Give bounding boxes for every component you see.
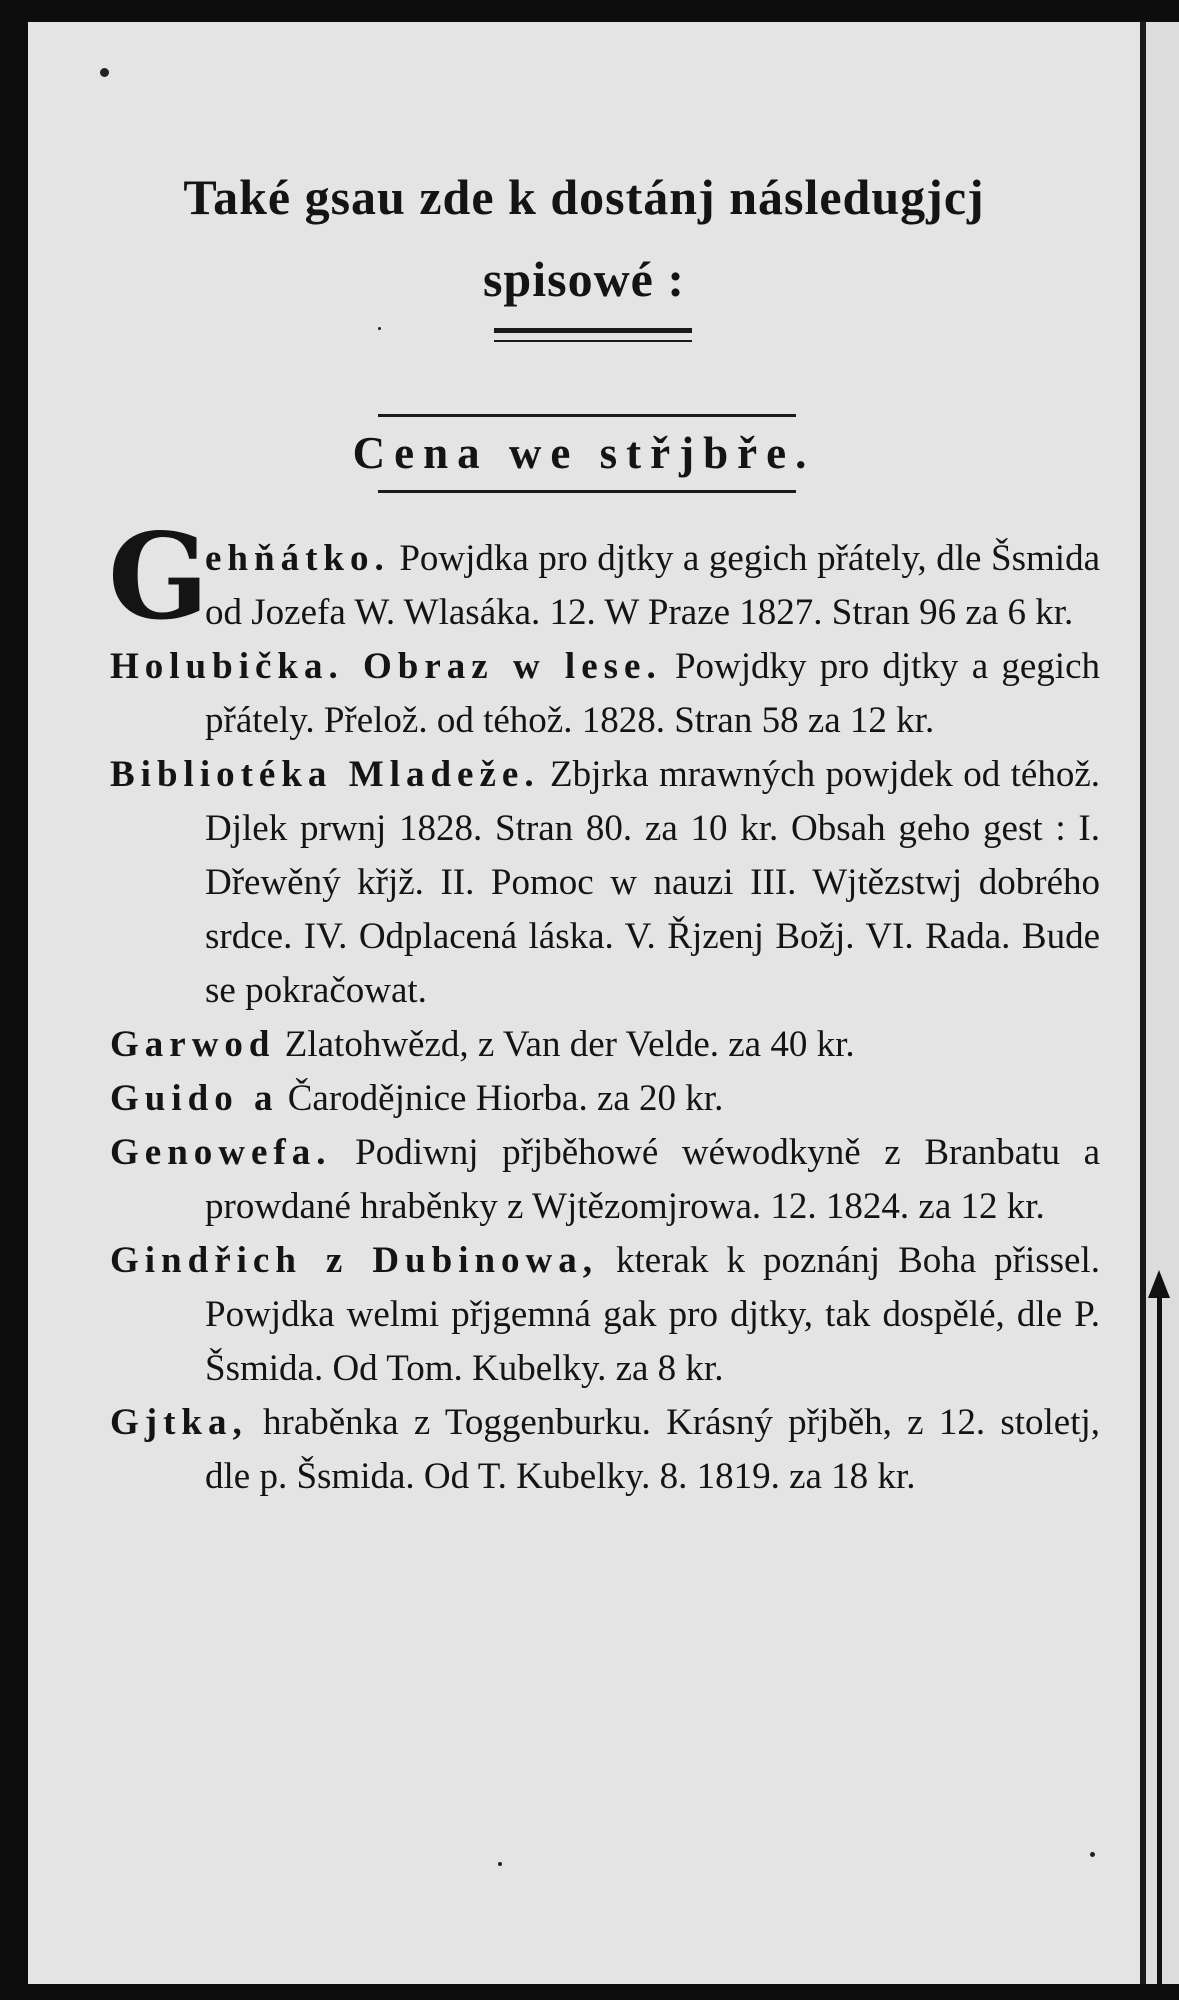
section-rule-bottom (378, 490, 796, 493)
entry-title: Genowefa. (110, 1132, 332, 1173)
catalog-entry (110, 640, 1100, 748)
entry-description: Zbjrka mrawných powjdek od téhož. Djlek prwnj 1828. Stran 80. za 10 kr. Obsah geho gest : I. Dřewěný křjž. II. Pomoc w nauzi III. Wjtězstwj dobrého srdce. IV. Odplacená láska. V. Řjzenj Božj. VI. Rada. Bude se pokračowat. (205, 754, 1101, 1011)
catalog-entries (108, 507, 1101, 1504)
ink-speck (378, 327, 381, 330)
heading-line-2: spisowé : (482, 251, 686, 307)
entry-description: Powjdky pro djtky a gegich přátely. Přelož. od téhož. 1828. Stran 58 za 12 kr. (205, 646, 1100, 741)
entry-description: hraběnka z Toggenburku. Krásný přjběh, z 12. stoletj, dle p. Šsmida. Od T. Kubelky. 8. 1819. za 18 kr. (205, 1402, 1101, 1497)
entry-title: Gjtka, (110, 1402, 248, 1443)
adjacent-page-strip (1146, 22, 1179, 1984)
catalog-entry (110, 1072, 1100, 1126)
catalog-entry (110, 748, 1100, 1018)
entry-title: Holubička. Obraz w lese. (110, 646, 662, 687)
ink-speck (1090, 1852, 1095, 1857)
entry-description: Podiwnj přjběhowé wéwodkyně z Branbatu a prowdané hraběnky z Wjtězomjrowa. 12. 1824. za 12 kr. (205, 1132, 1101, 1227)
entry-title: Guido a (110, 1078, 279, 1119)
double-rule-top (494, 328, 692, 333)
entry-title: Garwod (110, 1024, 276, 1065)
section-title: Cena we střjbře. (352, 428, 816, 478)
catalog-entry (108, 507, 1100, 646)
ink-speck (100, 68, 109, 77)
page (28, 22, 1140, 1984)
entry-title: Bibliotéka Mladeže. (110, 754, 540, 795)
entry-description: Zlatohwězd, z Van der Velde. za 40 kr. (284, 1024, 855, 1065)
arrow-line (1157, 1290, 1162, 1984)
double-rule-bottom (494, 340, 692, 342)
catalog-entry (110, 1396, 1100, 1504)
entry-description: Powjdka pro djtky a gegich přátely, dle Šsmida od Jozefa W. Wlasáka. 12. W Praze 1827. Stran 96 za 6 kr. (205, 538, 1100, 633)
entry-title: Gindřich z Dubinowa, (110, 1240, 599, 1281)
drop-cap: G (108, 507, 209, 646)
catalog-entry (110, 1234, 1100, 1396)
entry-description: kterak k poznánj Boha přissel. Powjdka welmi přjgemná gak pro djtky, tak dospělé, dle P. Šsmida. Od Tom. Kubelky. za 8 kr. (205, 1240, 1101, 1389)
section-rule-top (378, 414, 796, 417)
catalog-entry (110, 1018, 1100, 1072)
entry-title: ehňátko. (205, 538, 390, 579)
heading-line-1: Také gsau zde k dostánj následugjcj (183, 169, 985, 225)
catalog-entry (110, 1126, 1100, 1234)
entry-description: Čarodějnice Hiorba. za 20 kr. (287, 1078, 724, 1119)
ink-speck (498, 1862, 502, 1866)
